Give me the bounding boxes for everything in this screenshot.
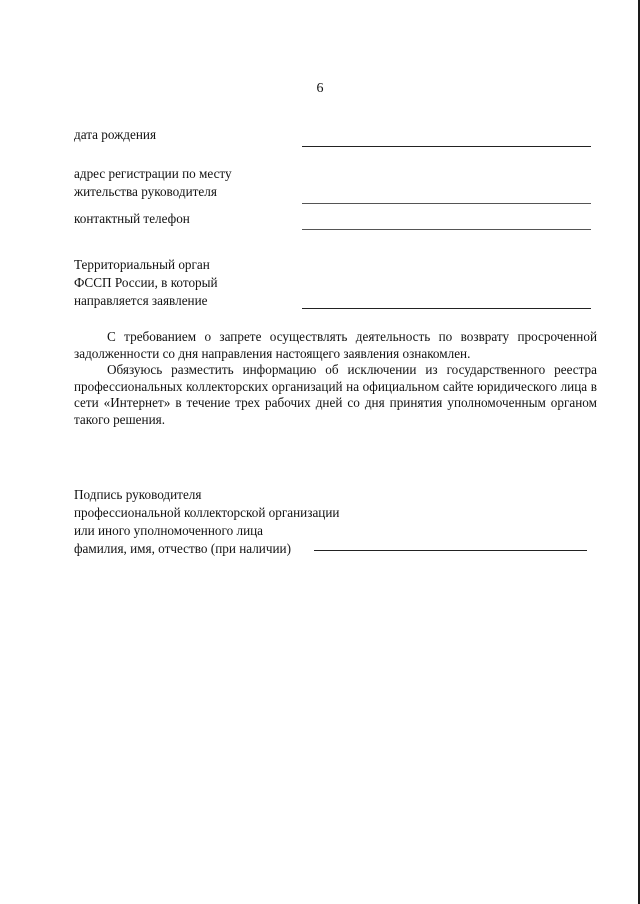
label-line: Территориальный орган — [74, 257, 210, 272]
signature-line-title: Подпись руководителя — [74, 487, 202, 502]
label-line: адрес регистрации по месту — [74, 166, 232, 181]
field-label-territorial-authority — [74, 256, 218, 310]
statement-paragraph-acknowledgement: С требованием о запрете осуществлять деятельность по возврату просроченной задолженности со дня направления настоящего заявления ознакомлен. — [74, 329, 597, 361]
label-line: направляется заявление — [74, 293, 208, 308]
page-number: 6 — [316, 81, 324, 96]
fill-line-birth-date — [302, 146, 591, 147]
field-label-contact-phone — [74, 210, 190, 228]
label-line: контактный телефон — [74, 211, 190, 226]
signature-line-fullname: фамилия, имя, отчество (при наличии) — [74, 541, 292, 556]
fill-line-territorial-authority — [302, 308, 591, 309]
field-label-registration-address — [74, 165, 232, 201]
fill-line-registration-address — [302, 203, 591, 204]
field-label-birth-date — [74, 126, 156, 144]
statement-paragraph-obligation: Обязуюсь разместить информацию об исключении из государственного реестра профессиональных коллекторских организаций на официальном сайте юридического лица в сети «Интернет» в течение трех рабочих дней со дня принятия уполномоченным органом такого решения. — [74, 362, 597, 427]
signature-line-authorized: или иного уполномоченного лица — [74, 523, 264, 538]
fill-line-signature — [314, 550, 587, 551]
signature-block — [74, 486, 339, 558]
statement-block — [74, 329, 597, 428]
label-line: жительства руководителя — [74, 184, 217, 199]
signature-line-org: профессиональной коллекторской организации — [74, 505, 340, 520]
label-line: ФССП России, в который — [74, 275, 218, 290]
fill-line-contact-phone — [302, 229, 591, 230]
label-line: дата рождения — [74, 127, 157, 142]
